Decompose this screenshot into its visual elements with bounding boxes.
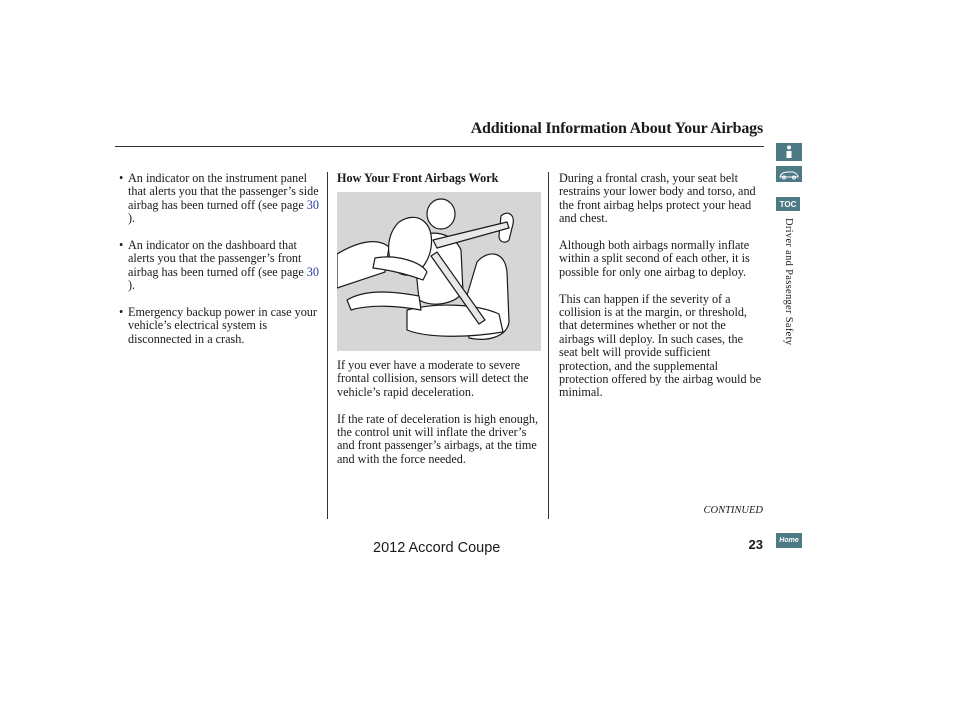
paragraph: If you ever have a moderate to severe frontal collision, sensors will detect the vehicle’s rapid deceleration.: [337, 358, 529, 399]
paragraph: During a frontal crash, your seat belt restrains your lower body and torso, and the front airbag helps protect your head and chest.: [559, 171, 756, 226]
right-column: [559, 172, 763, 413]
info-button[interactable]: [776, 143, 802, 161]
toc-button[interactable]: TOC: [776, 197, 800, 211]
airbag-illustration: [337, 192, 541, 351]
section-heading: How Your Front Airbags Work: [337, 171, 499, 185]
paragraph: This can happen if the severity of a collision is at the margin, or threshold, that determines whether or not the airbags will deploy. In such cases, the seat belt will provide sufficient protection, and the supplemental protection offered by the airbag would be minimal.: [559, 291, 762, 400]
page-link[interactable]: 30: [306, 264, 319, 279]
bullet-text-end: ).: [128, 211, 136, 226]
page-number: 23: [748, 537, 763, 552]
bullet-item: [119, 239, 321, 293]
continued-label: CONTINUED: [703, 505, 763, 516]
vehicle-model: 2012 Accord Coupe: [373, 540, 501, 556]
car-button[interactable]: [776, 166, 802, 182]
column-divider: [548, 172, 549, 519]
airbag-figure-icon: [337, 192, 541, 351]
middle-column-text: [337, 359, 543, 480]
left-column: [119, 172, 321, 360]
column-divider: [327, 172, 328, 519]
bullet-text-end: ).: [128, 278, 136, 293]
paragraph: If the rate of deceleration is high enough, the control unit will inflate the driver’s and front passenger’s airbags, at the time and with the force needed.: [337, 411, 539, 466]
bullet-text: An indicator on the instrument panel that alerts you that the passenger’s side airbag has been turned off (see page: [128, 171, 319, 212]
bullet-item: [119, 306, 321, 346]
page-link[interactable]: 30: [306, 197, 319, 212]
home-button[interactable]: Home: [776, 533, 802, 548]
bullet-item: [119, 172, 321, 226]
section-label: Driver and Passenger Safety: [783, 218, 794, 346]
page-title: Additional Information About Your Airbags: [470, 120, 763, 137]
paragraph: Although both airbags normally inflate within a split second of each other, it is possible for only one airbag to deploy.: [559, 238, 750, 279]
bullet-text: An indicator on the dashboard that alerts you that the passenger’s front airbag has been turned off (see page: [128, 238, 307, 279]
car-icon: [778, 169, 800, 180]
header-rule: [115, 146, 764, 147]
bullet-text: Emergency backup power in case your vehicle’s electrical system is disconnected in a crash.: [128, 305, 317, 346]
info-icon: [783, 145, 795, 159]
